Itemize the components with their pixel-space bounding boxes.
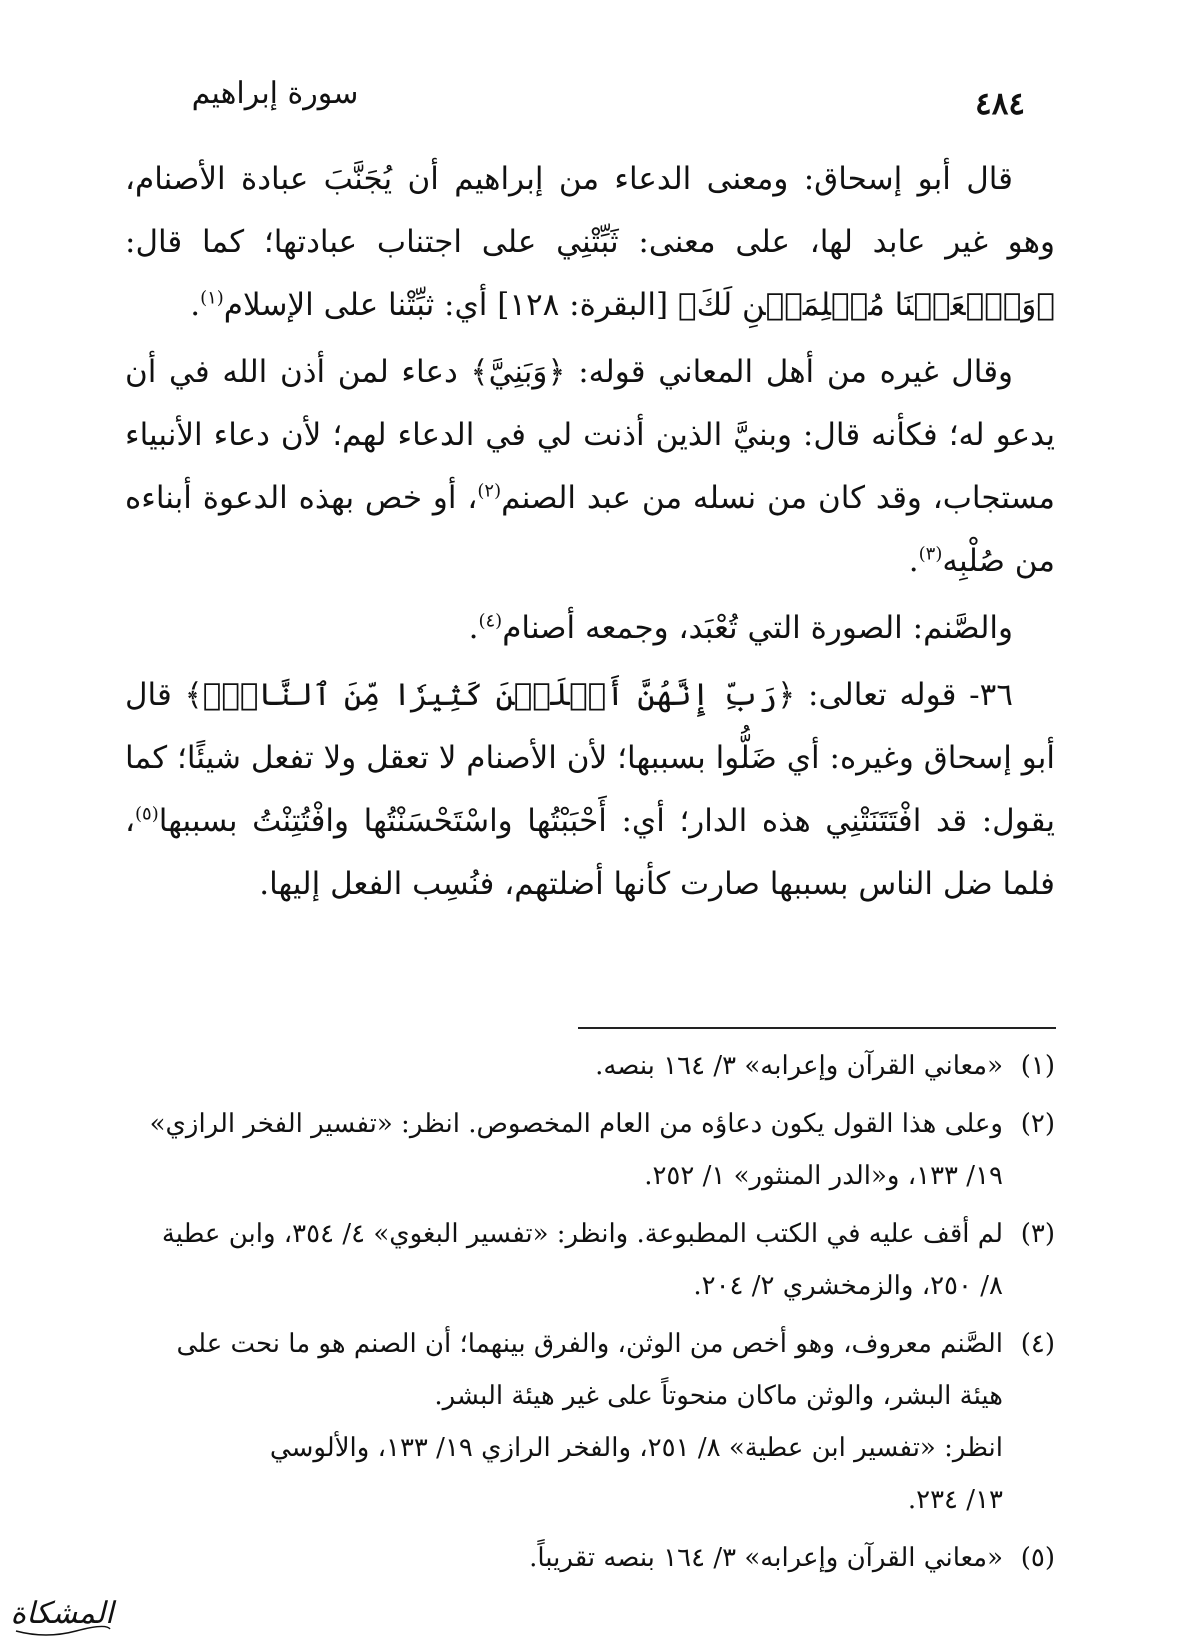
footnote-2: [125, 1098, 1055, 1202]
footnote-1: [125, 1040, 1055, 1092]
quran-verse: ﴿رَبِّ إِنَّهُنَّ أَضۡلَلۡنَ كَثِيرٗا مِّنَ ٱلنَّاسِۖ﴾: [184, 677, 796, 713]
footnote-text: «معاني القرآن وإعرابه» ٣/ ١٦٤ بنصه تقريباً.: [529, 1543, 1003, 1573]
paragraph-2: وقال غيره من أهل المعاني قوله: ﴿وَبَنِيَّ﴾ دعاء لمن أذن الله في أن يدعو له؛ فكأنه قال: وبنيَّ الذين أذنت لي في الدعاء لهم؛ لأن دعاء الأنبياء مستجاب، وقد كان من نسله من عبد الصنم$^{(٢)}$، أو خص بهذه الدعوة أبناءه من صُلْبِه$^{(٣)}$.: [125, 354, 1055, 579]
footnote-text: وعلى هذا القول يكون دعاؤه من العام المخصوص. انظر: «تفسير الفخر الرازي» ١٩/ ١٣٣، و«الدر المنثور» ١/ ٢٥٢.: [149, 1109, 1003, 1191]
footnote-number: (١): [1020, 1051, 1055, 1081]
footnote-divider: [578, 1027, 1056, 1029]
footnote-number: (٢): [1020, 1109, 1055, 1139]
paragraph-4: ٣٦- قوله تعالى: ﴿رَبِّ إِنَّهُنَّ أَضۡلَلۡنَ كَثِيرٗا مِّنَ ٱلنَّاسِۖ﴾ قال أبو إسحاق وغيره: أي ضَلُّوا بسببها؛ لأن الأصنام لا تعقل ولا تفعل شيئًا؛ كما يقول: قد افْتَتَنَتْنِي هذه الدار؛ أي: أَحْبَبْتُها واسْتَحْسَنْتُها وافْتُتِنْتُ بسببها$^{(٥)}$، فلما ضل الناس بسببها صارت كأنها أضلتهم، فنُسِب الفعل إليها.: [125, 677, 1055, 902]
paragraph-3: والصَّنم: الصورة التي تُعْبَد، وجمعه أصنام$^{(٤)}$.: [468, 610, 1013, 646]
footnote-5: [125, 1532, 1055, 1584]
main-text: [125, 148, 1055, 920]
footnote-4: [125, 1318, 1055, 1526]
running-header-title: سورة إبراهيم: [191, 76, 359, 111]
footnotes: [125, 1040, 1055, 1590]
quran-verse: ﴿وَٱجۡعَلۡنَا مُسۡلِمَيۡنِ لَكَ﴾: [677, 287, 1055, 323]
footnote-ref-5[interactable]: (٥): [135, 803, 159, 825]
paragraph-1: قال أبو إسحاق: ومعنى الدعاء من إبراهيم أن يُجَنَّبَ عبادة الأصنام، وهو غير عابد لها، على معنى: ثَبِّتْنِي على اجتناب عبادتها؛ كما قال: ﴿وَٱجۡعَلۡنَا مُسۡلِمَيۡنِ لَكَ﴾ [البقرة: ١٢٨] أي: ثبِّتْنا على الإسلام$^{(١)}$.: [125, 161, 1055, 323]
almoshkah-logo-icon: [6, 1585, 118, 1643]
footnote-text: «معاني القرآن وإعرابه» ٣/ ١٦٤ بنصه.: [595, 1051, 1003, 1081]
footnote-text: لم أقف عليه في الكتب المطبوعة. وانظر: «تفسير البغوي» ٤/ ٣٥٤، وابن عطية ٨/ ٢٥٠، والزمخشري ٢/ ٢٠٤.: [161, 1219, 1003, 1301]
footnote-number: (٥): [1020, 1543, 1055, 1573]
footnote-number: (٣): [1020, 1219, 1055, 1249]
footnote-ref-1[interactable]: (١): [200, 287, 224, 309]
footnote-3: [125, 1208, 1055, 1312]
footnote-text: الصَّنم معروف، وهو أخص من الوثن، والفرق بينهما؛ أن الصنم هو ما نحت على هيئة البشر، والوثن ماكان منحوتاً على غير هيئة البشر. انظر: «تفسير ابن عطية» ٨/ ٢٥١، والفخر الرازي ١٩/ ١٣٣، والألوسي ١٣/ ٢٣٤.: [176, 1329, 1003, 1515]
footnote-ref-2[interactable]: (٢): [477, 480, 502, 502]
logo-text: المشكاة: [10, 1596, 114, 1631]
footnote-ref-4[interactable]: (٤): [478, 610, 503, 632]
page-number: ٤٨٤: [975, 86, 1025, 122]
footnote-number: (٤): [1020, 1329, 1055, 1359]
quran-verse: ﴿وَبَنِيَّ﴾: [470, 354, 566, 390]
footnote-ref-3[interactable]: (٣): [918, 543, 943, 565]
